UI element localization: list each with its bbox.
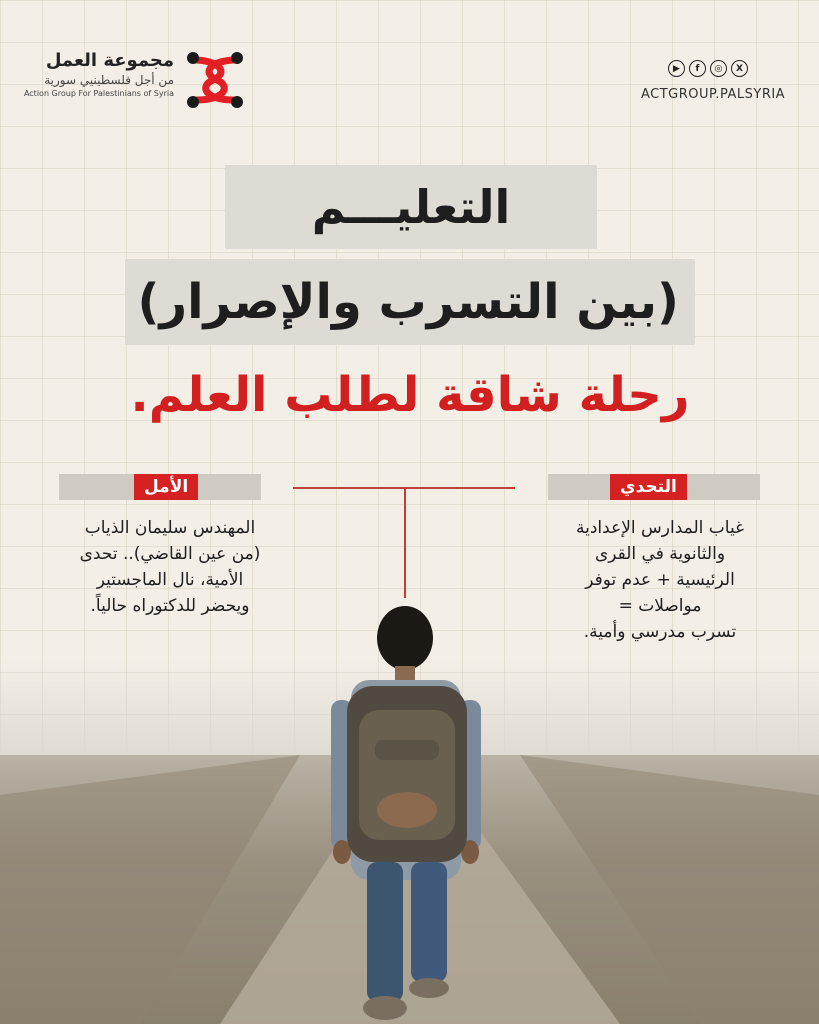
logo-arabic-name: مجموعة العمل [45,50,174,71]
challenge-line: غياب المدارس الإعدادية [576,518,744,538]
challenge-line: مواصلات = [618,596,702,616]
challenge-label: التحدي [610,474,687,500]
facebook-icon[interactable]: f [689,60,706,77]
challenge-text [530,515,790,645]
hope-line: ويحضر للدكتوراه حالياً. [90,596,250,616]
title-subtitle: (بين التسرب والإصرار) [125,259,695,345]
title-education: التعليـــم [225,165,597,249]
challenge-line: والثانوية في القرى [594,544,726,564]
child-with-backpack [325,600,495,1024]
challenge-line: الرئيسية + عدم توفر [585,570,735,590]
x-icon[interactable]: X [731,60,748,77]
hope-text [35,515,305,619]
hope-label: الأمل [134,474,198,500]
social-icons [668,60,748,77]
youtube-icon[interactable]: ▶ [668,60,685,77]
instagram-icon[interactable]: ◎ [710,60,727,77]
logo-wordmark [4,50,174,99]
hope-line: الأمية، نال الماجستير [96,570,244,590]
connector-vertical [404,488,406,598]
hope-line: المهندس سليمان الذياب [84,518,256,538]
title-tagline: رحلة شاقة لطلب العلم. [130,367,690,423]
logo-mark-icon [183,48,247,112]
challenge-line: تسرب مدرسي وأمية. [583,622,737,642]
logo-arabic-subtitle: من أجل فلسطينيي سورية [44,73,174,87]
logo-english-name: Action Group For Palestinians of Syria [23,89,174,98]
hope-line: (من عين القاضي).. تحدى [79,544,261,564]
social-handle: ACTGROUP.PALSYRIA [641,87,786,102]
